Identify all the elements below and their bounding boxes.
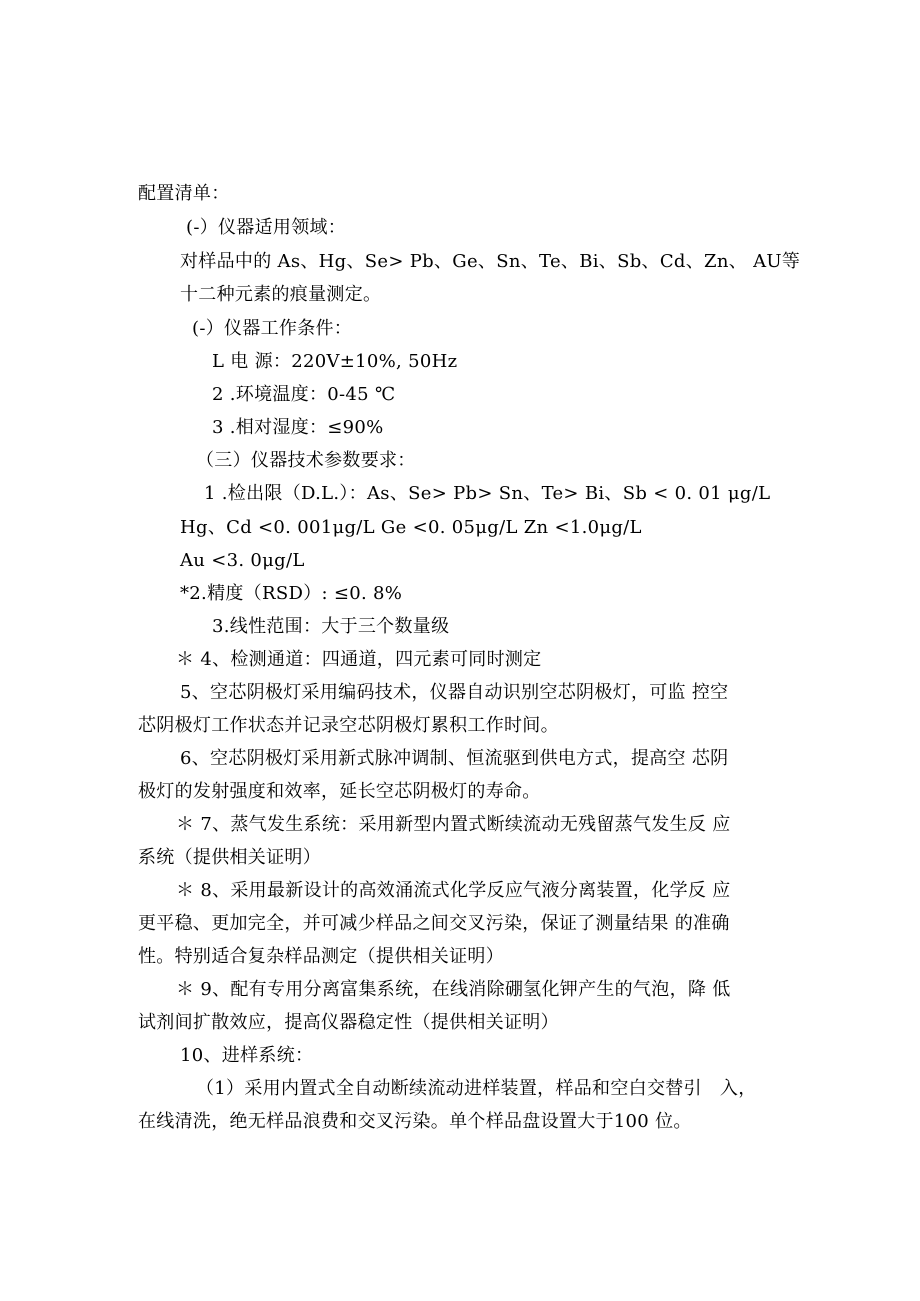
doc-line-section-applicable-field: (-）仪器适用领域： (186, 217, 347, 238)
doc-line-section-tech-params: （三）仪器技术参数要求： (196, 450, 416, 471)
doc-line-elements-1: 对样品中的 As、Hg、Se> Pb、Ge、Sn、Te、Bi、Sb、Cd、Zn、 AU等 (180, 251, 801, 272)
doc-line-item5-2: 芯阴极灯工作状态并记录空芯阴极灯累积工作时间。 (138, 715, 559, 736)
doc-line-channels: ＊ 4、检测通道：四通道，四元素可同时测定 (176, 649, 542, 670)
doc-line-config-list: 配置清单： (138, 183, 230, 204)
doc-line-item8-2: 更平稳、更加完全，并可减少样品之间交叉污染，保证了测量结果 的准确 (138, 913, 730, 934)
doc-line-temperature: 2 .环境温度：0-45 ℃ (212, 384, 396, 405)
doc-line-detection-limit-1: 1 .检出限（D.L.）：As、Se> Pb> Sn、Te> Bi、Sb < 0. 01 μg/L (204, 483, 771, 504)
doc-line-power: L 电 源：220V±10%, 50Hz (212, 351, 458, 372)
doc-line-item10-2: 在线清洗，绝无样品浪费和交叉污染。单个样品盘设置大于100 位。 (138, 1111, 692, 1132)
doc-line-item10-1: （1）采用内置式全自动断续流动进样装置，样品和空白交替引 入， (196, 1078, 757, 1099)
doc-line-detection-limit-2: Hg、Cd <0. 001μg/L Ge <0. 05μg/L Zn <1.0μg/L (180, 517, 642, 538)
doc-line-humidity: 3 .相对湿度：≤90% (212, 417, 384, 438)
doc-line-elements-2: 十二种元素的痕量测定。 (180, 284, 382, 305)
doc-line-linear-range: 3.线性范围：大于三个数量级 (212, 616, 450, 637)
doc-line-item9-1: ＊ 9、配有专用分离富集系统，在线消除硼氢化钾产生的气泡，降 低 (176, 979, 731, 1000)
doc-line-item8-3: 性。特别适合复杂样品测定（提供相关证明） (138, 946, 504, 967)
doc-line-item6-1: 6、空芯阴极灯采用新式脉冲调制、恒流驱到供电方式，提高空 芯阴 (180, 748, 729, 769)
doc-line-item7-2: 系统（提供相关证明） (138, 847, 321, 868)
doc-line-item6-2: 极灯的发射强度和效率，延长空芯阴极灯的寿命。 (138, 781, 541, 802)
doc-line-item8-1: ＊ 8、采用最新设计的高效涌流式化学反应气液分离装置，化学反 应 (176, 880, 731, 901)
doc-line-item7-1: ＊ 7、蒸气发生系统：采用新型内置式断续流动无残留蒸气发生反 应 (176, 814, 731, 835)
doc-line-item9-2: 试剂间扩散效应，提高仪器稳定性（提供相关证明） (138, 1012, 559, 1033)
doc-line-item5-1: 5、空芯阴极灯采用编码技术，仪器自动识别空芯阴极灯，可监 控空 (180, 682, 729, 703)
doc-line-precision: *2.精度（RSD）: ≤0. 8% (180, 583, 403, 604)
doc-line-detection-limit-3: Au <3. 0μg/L (180, 550, 305, 571)
doc-line-item10-title: 10、进样系统： (180, 1045, 314, 1066)
doc-line-section-working-conditions: (-）仪器工作条件： (192, 318, 353, 339)
